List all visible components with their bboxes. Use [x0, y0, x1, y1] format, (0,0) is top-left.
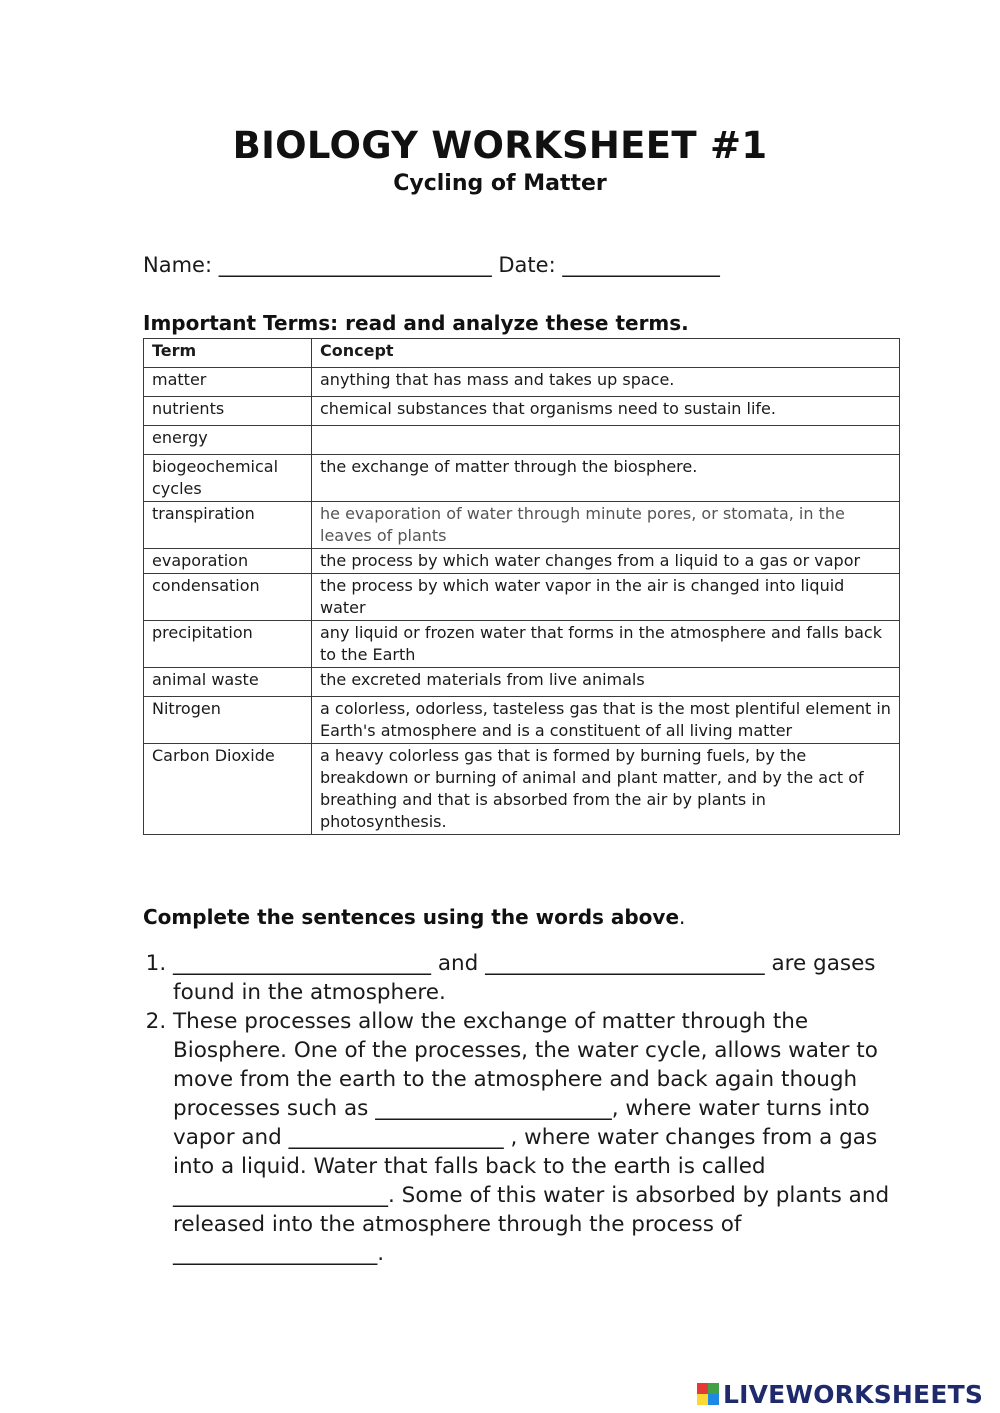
worksheet-title: BIOLOGY WORKSHEET #1: [232, 124, 768, 167]
term-cell: matter: [144, 368, 312, 397]
complete-heading-text: Complete the sentences using the words above: [143, 905, 680, 929]
concept-cell: the process by which water changes from a liquid to a gas or vapor: [312, 549, 900, 574]
table-row: [144, 697, 900, 744]
concept-cell: anything that has mass and takes up space.: [312, 368, 900, 397]
column-header-term: Term: [144, 339, 312, 368]
term-cell: Carbon Dioxide: [144, 744, 312, 835]
liveworksheets-logo: [697, 1378, 983, 1410]
term-cell: precipitation: [144, 621, 312, 668]
liveworksheets-logo-icon: [697, 1383, 719, 1405]
table-row: [144, 668, 900, 697]
concept-cell: the process by which water vapor in the air is changed into liquid water: [312, 574, 900, 621]
logo-text: LIVEWORKSHEETS: [723, 1379, 984, 1409]
concept-cell: the exchange of matter through the biosphere.: [312, 455, 900, 502]
table-row: [144, 574, 900, 621]
table-row: [144, 549, 900, 574]
list-item: 2. These processes allow the exchange of matter through the Biosphere. One of the processes, the water cycle, allows water to move from the earth to the atmosphere and back again though processes such as ______________________, where water turns into vapor and ____________________ , where water changes from a gas into a liquid. Water that falls back to the earth is called ____________________. Some of this water is absorbed by plants and released into the atmosphere through the process of ___________________.: [173, 1007, 893, 1268]
column-header-concept: Concept: [312, 339, 900, 368]
list-item: 1. ________________________ and __________________________ are gases found in the atmosphere.: [173, 949, 893, 1007]
name-date-line: Name: __________________________ Date: _______________: [143, 253, 720, 277]
concept-cell: the excreted materials from live animals: [312, 668, 900, 697]
table-row: [144, 744, 900, 835]
term-cell: condensation: [144, 574, 312, 621]
term-cell: Nitrogen: [144, 697, 312, 744]
table-row: [144, 368, 900, 397]
sentence-list: [143, 949, 893, 1268]
term-cell: energy: [144, 426, 312, 455]
logo-square: [708, 1394, 719, 1405]
concept-cell: any liquid or frozen water that forms in the atmosphere and falls back to the Earth: [312, 621, 900, 668]
table-row: [144, 621, 900, 668]
table-row: [144, 455, 900, 502]
concept-cell: he evaporation of water through minute pores, or stomata, in the leaves of plants: [312, 502, 900, 549]
term-cell: evaporation: [144, 549, 312, 574]
logo-square: [697, 1383, 708, 1394]
logo-square: [697, 1394, 708, 1405]
terms-heading: Important Terms: read and analyze these terms.: [143, 311, 689, 335]
heading-period: .: [679, 905, 686, 929]
terms-table: [143, 338, 900, 835]
worksheet-subtitle: Cycling of Matter: [393, 171, 607, 196]
table-row: [144, 502, 900, 549]
logo-square: [708, 1383, 719, 1394]
table-row: [144, 397, 900, 426]
term-cell: transpiration: [144, 502, 312, 549]
table-row: [144, 426, 900, 455]
table-header-row: [144, 339, 900, 368]
complete-sentences-heading: [143, 905, 685, 929]
concept-cell: a heavy colorless gas that is formed by burning fuels, by the breakdown or burning of animal and plant matter, and by the act of breathing and that is absorbed from the air by plants in photosynthesis.: [312, 744, 900, 835]
concept-cell: chemical substances that organisms need to sustain life.: [312, 397, 900, 426]
term-cell: animal waste: [144, 668, 312, 697]
term-cell: biogeochemical cycles: [144, 455, 312, 502]
term-cell: nutrients: [144, 397, 312, 426]
concept-cell: [312, 426, 900, 455]
concept-cell: a colorless, odorless, tasteless gas that is the most plentiful element in Earth's atmosphere and is a constituent of all living matter: [312, 697, 900, 744]
